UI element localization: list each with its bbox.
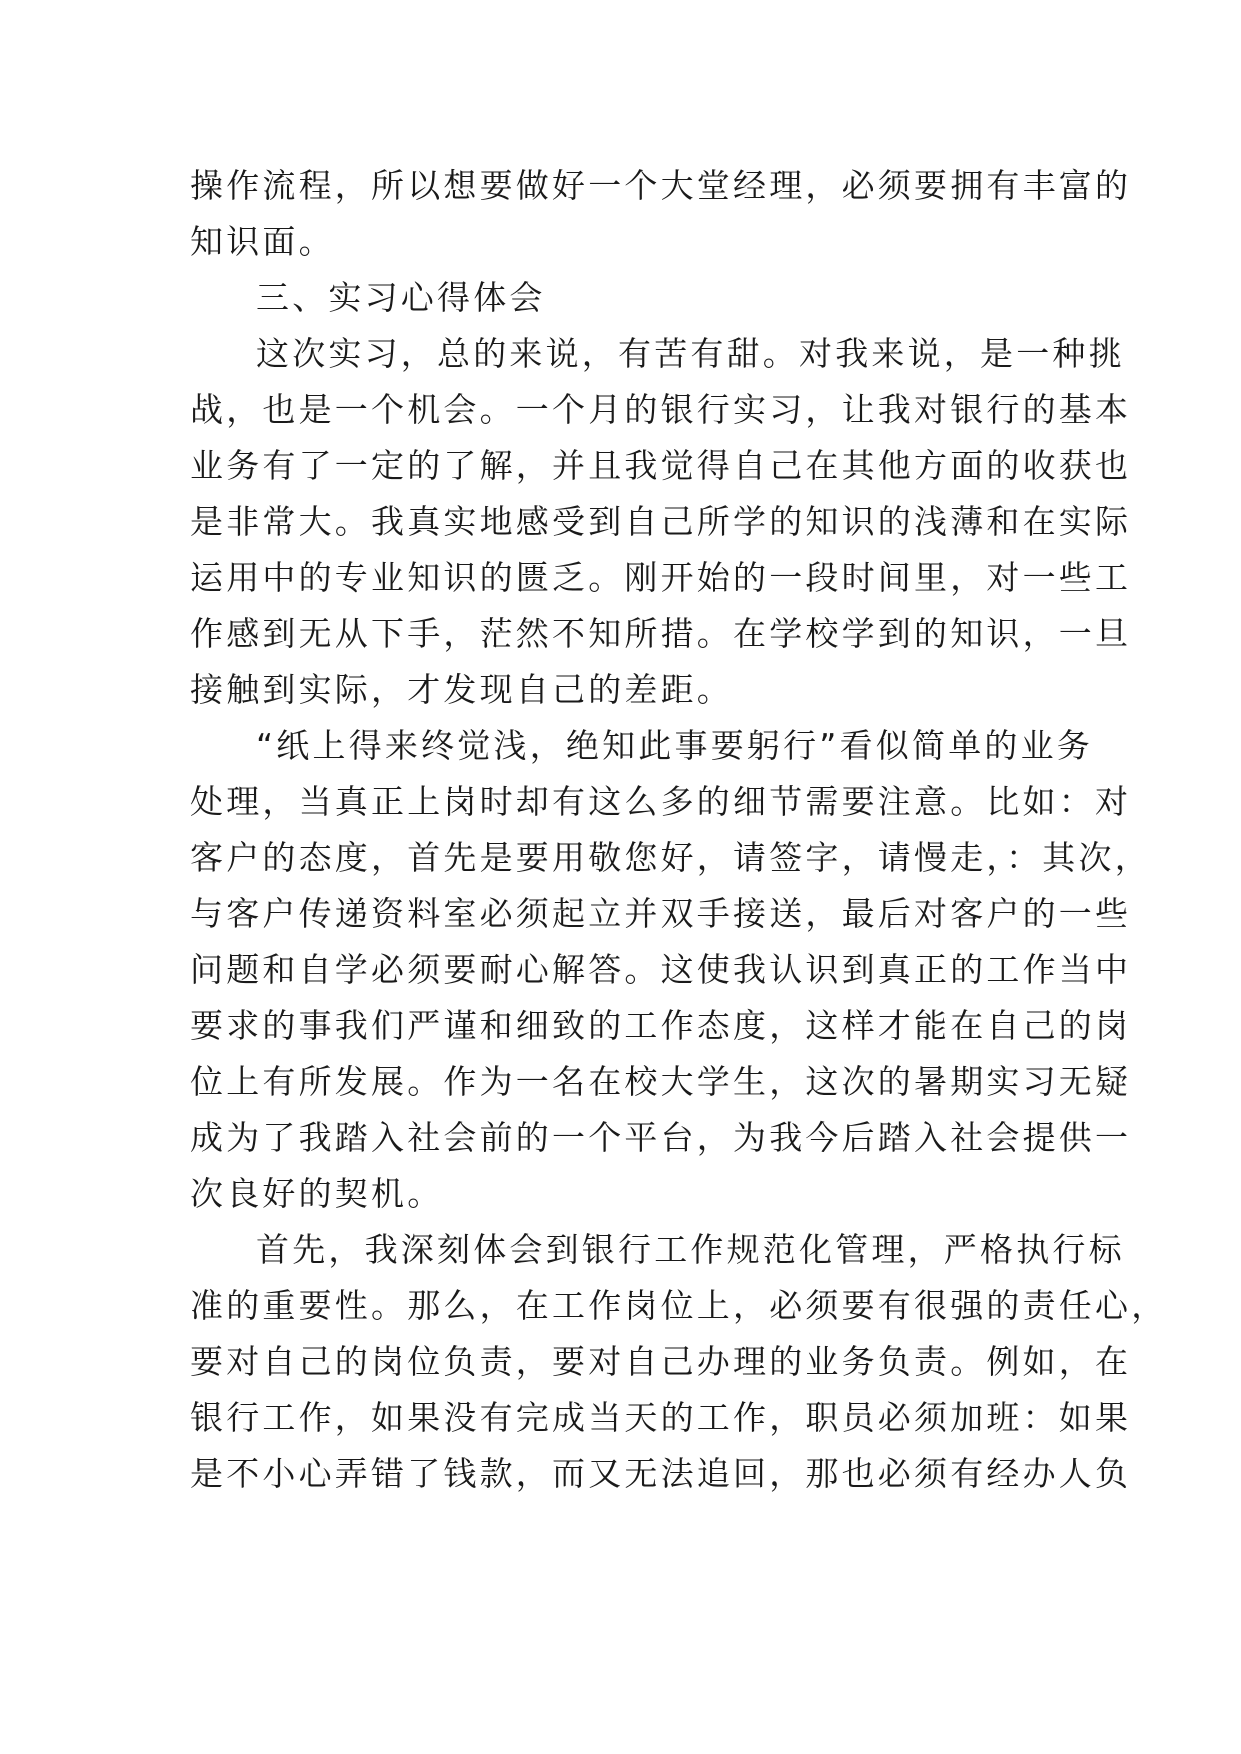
text-line: 问题和自学必须要耐心解答。这使我认识到真正的工作当中 xyxy=(190,950,1132,989)
text-line: 战，也是一个机会。一个月的银行实习，让我对银行的基本 xyxy=(190,390,1132,429)
text-line: 接触到实际，才发现自己的差距。 xyxy=(190,670,733,709)
text-line: 要求的事我们严谨和细致的工作态度，这样才能在自己的岗 xyxy=(190,1006,1132,1045)
text-line: 次良好的契机。 xyxy=(190,1174,444,1213)
text-line: 客户的态度，首先是要用敬您好，请签字，请慢走，：其次， xyxy=(190,838,1151,877)
text-line: 操作流程，所以想要做好一个大堂经理，必须要拥有丰富的 xyxy=(190,166,1132,205)
section-heading: 三、实习心得体会 xyxy=(256,278,546,317)
document-body xyxy=(190,158,1168,1502)
text-line: 要对自己的岗位负责，要对自己办理的业务负责。例如，在 xyxy=(190,1342,1132,1381)
text-line: 知识面。 xyxy=(190,222,335,261)
text-line: 准的重要性。那么，在工作岗位上，必须要有很强的责任心， xyxy=(190,1286,1168,1325)
text-line: 这次实习，总的来说，有苦有甜。对我来说，是一种挑 xyxy=(256,334,1125,373)
text-line: 运用中的专业知识的匮乏。刚开始的一段时间里，对一些工 xyxy=(190,558,1132,597)
text-line: 位上有所发展。作为一名在校大学生，这次的暑期实习无疑 xyxy=(190,1062,1132,1101)
text-line: 银行工作，如果没有完成当天的工作，职员必须加班：如果 xyxy=(190,1398,1132,1437)
text-line: “纸上得来终觉浅，绝知此事要躬行”看似简单的业务 xyxy=(256,726,1093,765)
text-line: 是非常大。我真实地感受到自己所学的知识的浅薄和在实际 xyxy=(190,502,1132,541)
text-line: 与客户传递资料室必须起立并双手接送，最后对客户的一些 xyxy=(190,894,1132,933)
text-line: 首先，我深刻体会到银行工作规范化管理，严格执行标 xyxy=(256,1230,1125,1269)
text-line: 作感到无从下手，茫然不知所措。在学校学到的知识，一旦 xyxy=(190,614,1132,653)
text-line: 处理，当真正上岗时却有这么多的细节需要注意。比如：对 xyxy=(190,782,1132,821)
text-line: 业务有了一定的了解，并且我觉得自己在其他方面的收获也 xyxy=(190,446,1132,485)
text-line: 成为了我踏入社会前的一个平台，为我今后踏入社会提供一 xyxy=(190,1118,1132,1157)
text-line: 是不小心弄错了钱款，而又无法追回，那也必须有经办人负 xyxy=(190,1454,1132,1493)
